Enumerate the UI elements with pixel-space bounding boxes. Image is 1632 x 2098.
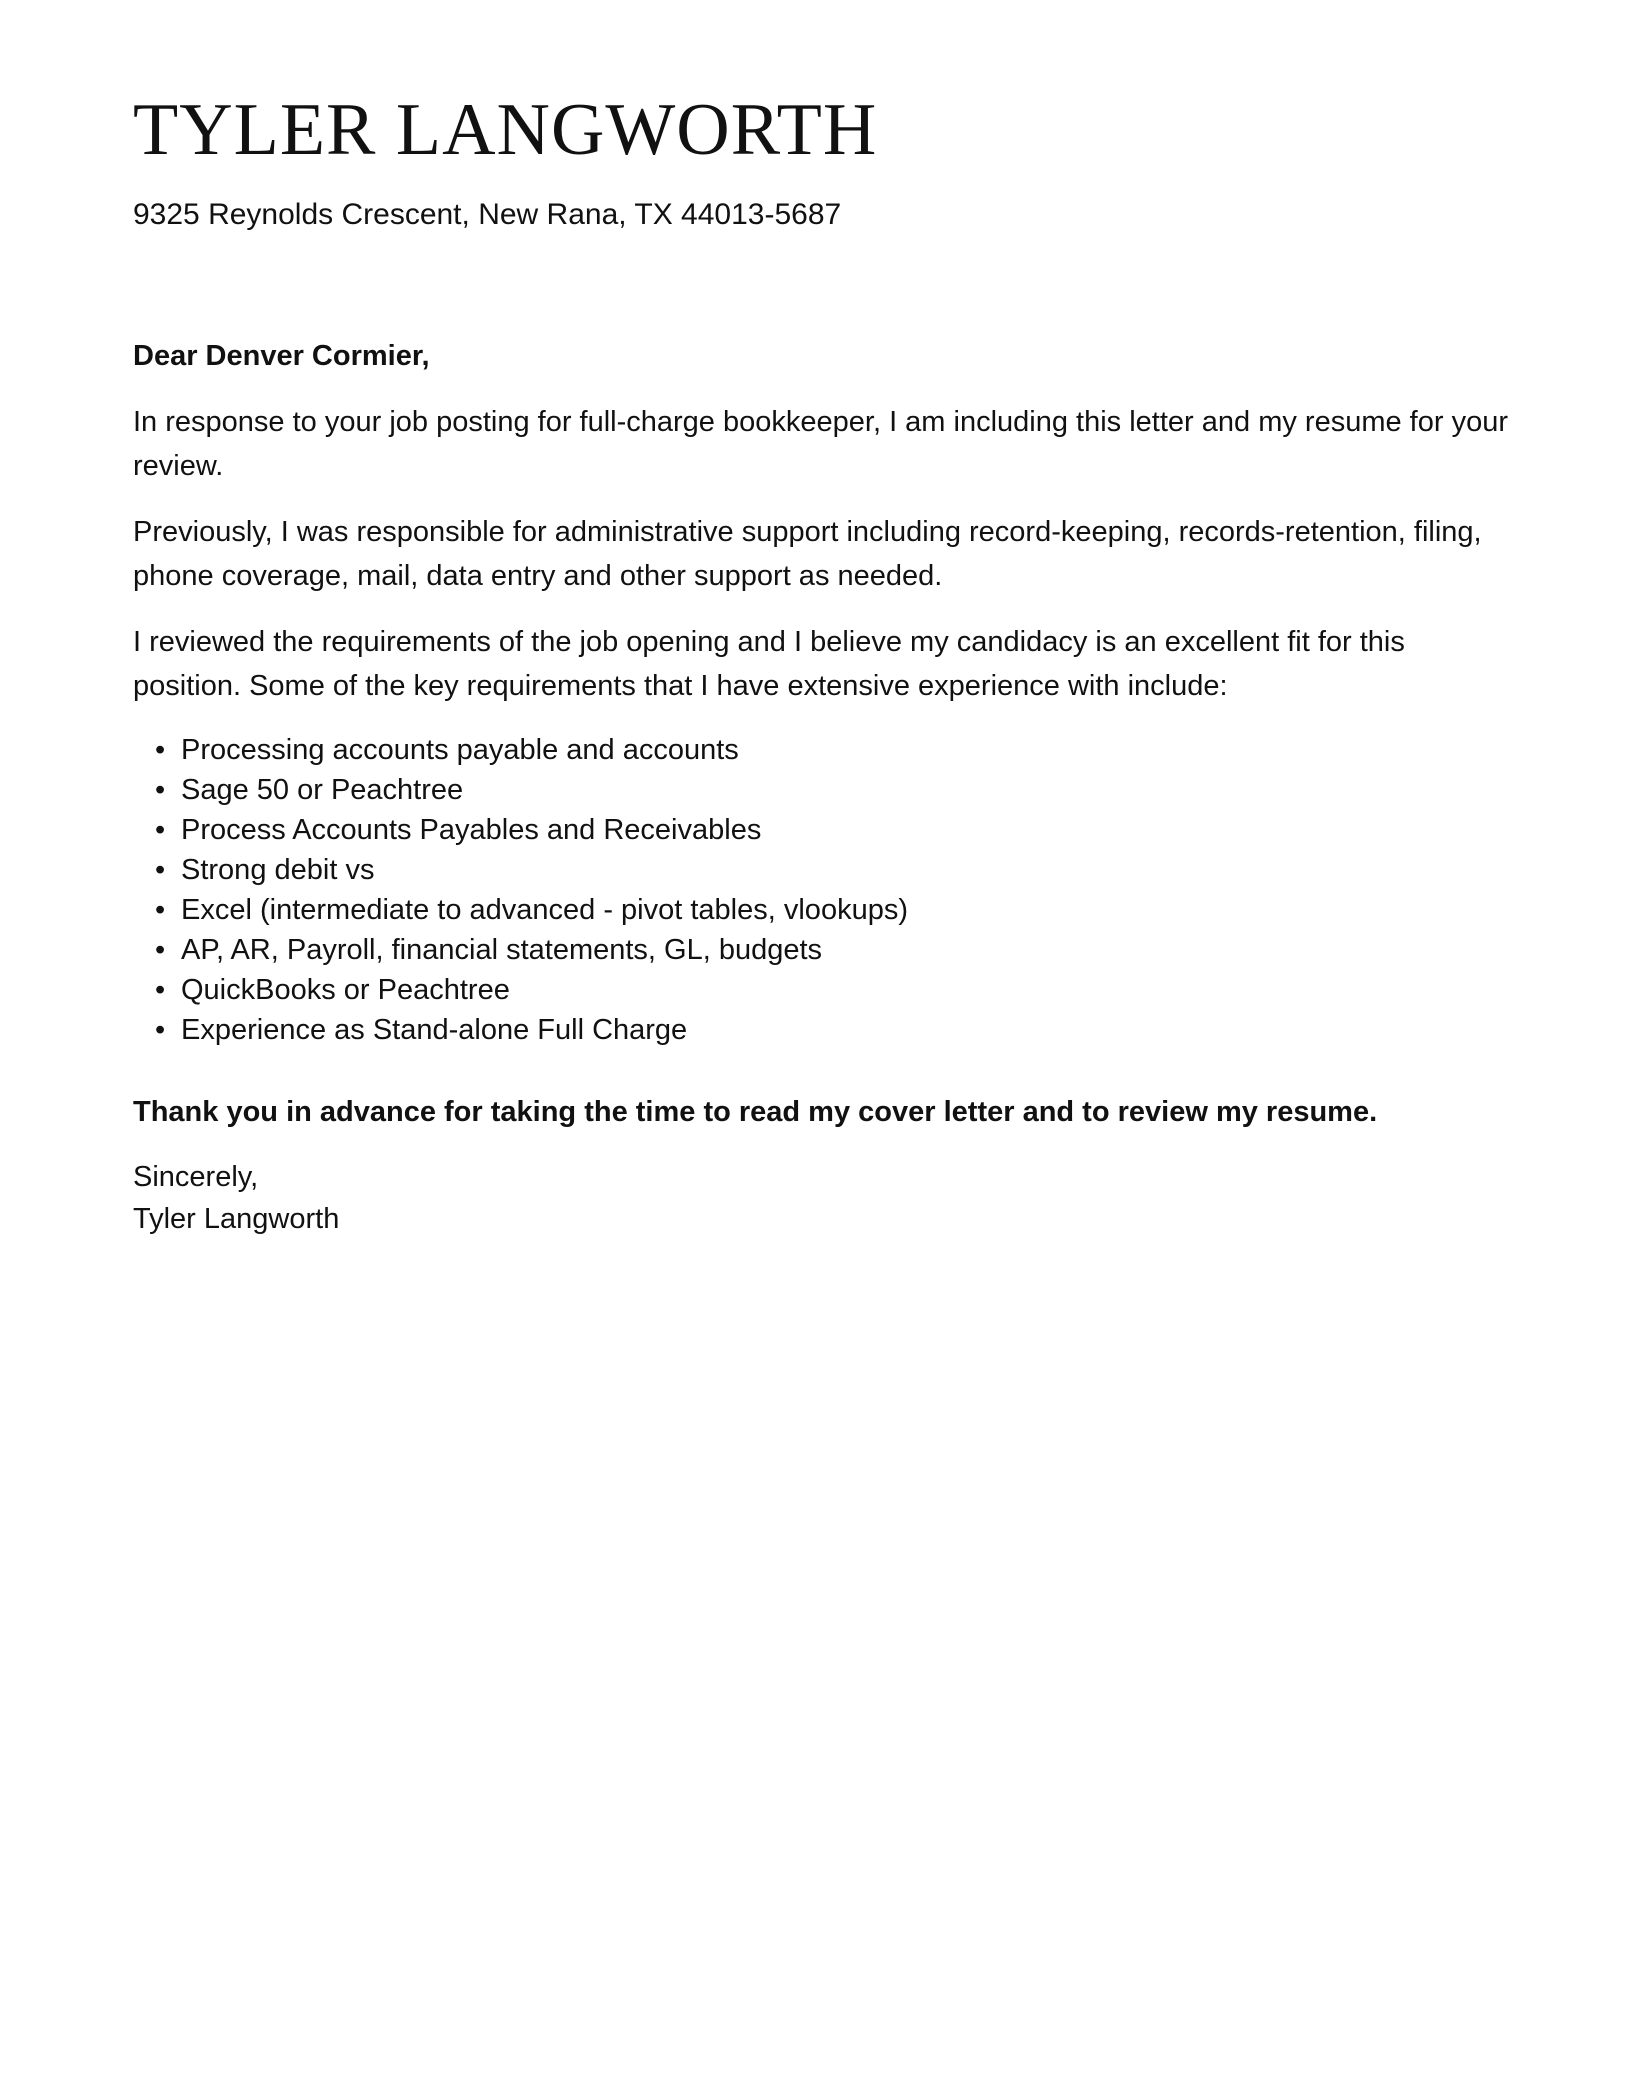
applicant-address: 9325 Reynolds Crescent, New Rana, TX 44013-5687 xyxy=(133,198,842,231)
salutation: Dear Denver Cormier, xyxy=(133,340,430,372)
list-item xyxy=(133,930,1513,970)
requirement-text: QuickBooks or Peachtree xyxy=(181,974,510,1006)
bullet-icon: • xyxy=(155,1014,166,1046)
list-item xyxy=(133,890,1513,930)
requirement-text: Sage 50 or Peachtree xyxy=(181,774,464,806)
bullet-icon: • xyxy=(155,894,166,926)
list-item xyxy=(133,850,1513,890)
bullet-icon: • xyxy=(155,774,166,806)
requirement-text: Excel (intermediate to advanced - pivot tables, vlookups) xyxy=(181,894,908,926)
closing-block xyxy=(133,1156,1513,1240)
closing-salutation: Sincerely, xyxy=(133,1161,259,1193)
letter-body xyxy=(133,334,1513,1240)
list-item xyxy=(133,970,1513,1010)
cover-letter-page xyxy=(133,78,1513,1240)
list-item xyxy=(133,810,1513,850)
requirements-list xyxy=(133,730,1513,1050)
bullet-icon: • xyxy=(155,854,166,886)
requirement-text: Processing accounts payable and accounts xyxy=(181,734,739,766)
bullet-icon: • xyxy=(155,974,166,1006)
requirement-text: Strong debit vs xyxy=(181,854,375,886)
bullet-icon: • xyxy=(155,814,166,846)
requirement-text: Process Accounts Payables and Receivables xyxy=(181,814,762,846)
paragraph-intro: In response to your job posting for full-charge bookkeeper, I am including this letter and my resume for your review. xyxy=(133,406,1508,482)
paragraph-experience: Previously, I was responsible for administrative support including record-keeping, records-retention, filing, phone coverage, mail, data entry and other support as needed. xyxy=(133,516,1482,592)
thank-you-line: Thank you in advance for taking the time to read my cover letter and to review my resume. xyxy=(133,1096,1378,1128)
signature-name: Tyler Langworth xyxy=(133,1203,340,1235)
paragraph-requirements: I reviewed the requirements of the job opening and I believe my candidacy is an excellent fit for this position. Some of the key requirements that I have extensive experience with include: xyxy=(133,626,1405,702)
bullet-icon: • xyxy=(155,934,166,966)
list-item xyxy=(133,1010,1513,1050)
list-item xyxy=(133,730,1513,770)
applicant-name: TYLER LANGWORTH xyxy=(133,89,878,171)
requirement-text: Experience as Stand-alone Full Charge xyxy=(181,1014,688,1046)
list-item xyxy=(133,770,1513,810)
requirement-text: AP, AR, Payroll, financial statements, GL, budgets xyxy=(181,934,823,966)
bullet-icon: • xyxy=(155,734,166,766)
